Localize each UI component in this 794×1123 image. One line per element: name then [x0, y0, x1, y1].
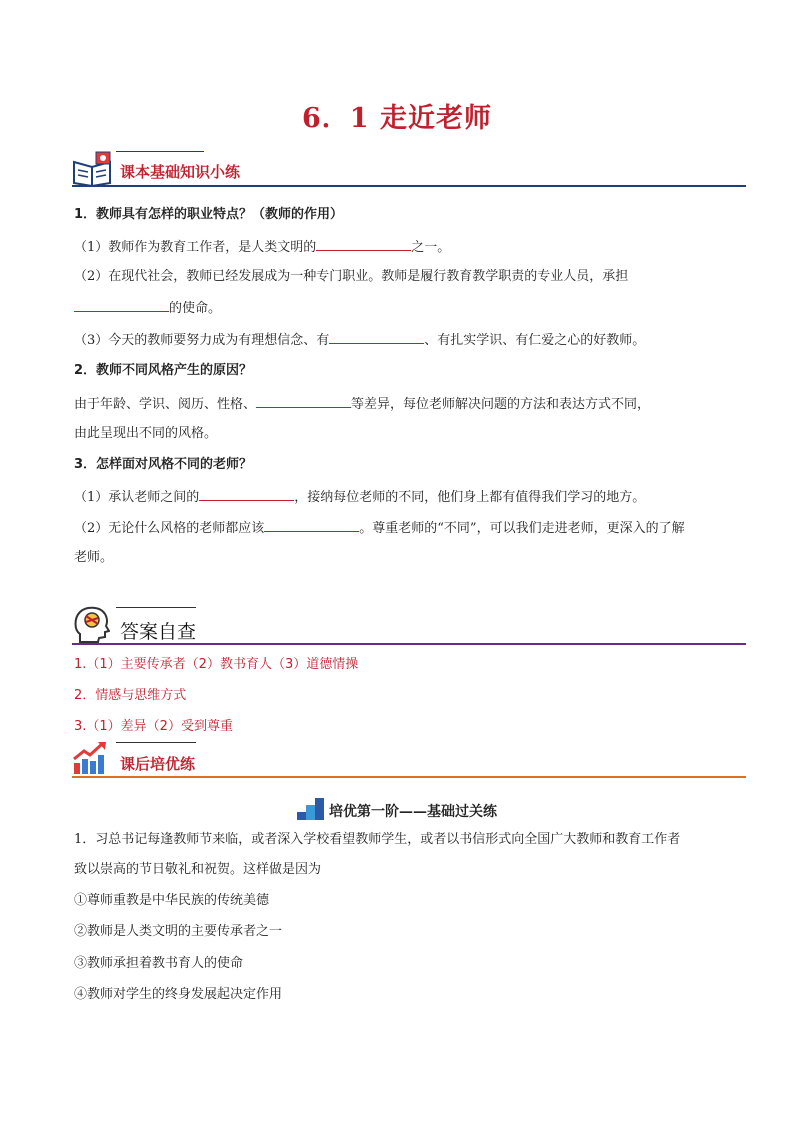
answer-1: 1.（1）主要传承者（2）教书育人（3）道德情操 — [74, 657, 359, 672]
practice-q1-line-1: 1．习总书记每逢教师节来临，或者深入学校看望教师学生，或者以书信形式向全国广大教师和教育工作者 — [74, 832, 681, 847]
option-4: ④教师对学生的终身发展起决定作用 — [74, 987, 283, 1002]
fill-blank[interactable] — [264, 517, 359, 532]
q1-line-1 — [74, 236, 746, 258]
section-header-practice — [72, 741, 746, 779]
section-label: 答案自查 — [120, 621, 197, 643]
q1-line-4 — [74, 329, 746, 351]
answer-3: 3.（1）差异（2）受到尊重 — [74, 719, 233, 734]
fill-blank[interactable] — [256, 393, 351, 408]
header-accent-line — [116, 151, 204, 152]
q3-line-2 — [74, 517, 746, 539]
question-1-heading: 1．教师具有怎样的职业特点？（教师的作用） — [74, 207, 344, 222]
q3-line-1-text-a: （1）承认老师之间的 — [74, 490, 200, 505]
q1-line-4-text-a: （3）今天的教师要努力成为有理想信念、有 — [74, 333, 330, 348]
header-accent-line — [116, 607, 196, 608]
q2-line-1-text-b: 等差异，每位老师解决问题的方法和表达方式不同， — [351, 397, 651, 412]
q1-line-3 — [74, 297, 746, 319]
q1-line-1-text-a: （1）教师作为教育工作者，是人类文明的 — [74, 240, 317, 255]
q1-line-2: （2）在现代社会，教师已经发展成为一种专门职业。教师是履行教育教学职责的专业人员，承担 — [74, 269, 629, 284]
section-label: 课后培优练 — [120, 755, 196, 773]
section-header-basics — [72, 150, 746, 188]
q2-line-1 — [74, 393, 746, 415]
q2-line-2: 由此呈现出不同的风格。 — [74, 426, 218, 441]
q3-line-3: 老师。 — [74, 550, 114, 565]
section-header-answers — [72, 604, 746, 646]
practice-subheading-text: 培优第一阶——基础过关练 — [329, 804, 497, 820]
fill-blank[interactable] — [74, 297, 169, 312]
q2-line-1-text-a: 由于年龄、学识、阅历、性格、 — [74, 397, 257, 412]
header-underline — [72, 185, 746, 187]
answer-2: 2．情感与思维方式 — [74, 688, 187, 703]
option-1: ①尊师重教是中华民族的传统美德 — [74, 893, 270, 908]
question-3-heading: 3．怎样面对风格不同的老师？ — [74, 457, 253, 472]
header-underline — [72, 776, 746, 778]
header-underline — [72, 643, 746, 645]
section-label: 课本基础知识小练 — [120, 163, 241, 181]
fill-blank[interactable] — [199, 486, 294, 501]
fill-blank[interactable] — [329, 329, 424, 344]
q3-line-2-text-a: （2）无论什么风格的老师都应该 — [74, 521, 265, 536]
q3-line-1 — [74, 486, 746, 508]
question-2-heading: 2．教师不同风格产生的原因？ — [74, 363, 253, 378]
fill-blank[interactable] — [316, 236, 411, 251]
practice-subheading — [0, 798, 794, 824]
q1-line-4-text-b: 、有扎实学识、有仁爱之心的好教师。 — [424, 333, 646, 348]
practice-q1-line-2: 致以崇高的节日敬礼和祝贺。这样做是因为 — [74, 862, 322, 877]
header-accent-line — [116, 742, 196, 743]
open-book-icon — [72, 150, 112, 186]
stairs-icon — [297, 798, 325, 824]
page-title: 6．1 走近老师 — [302, 103, 492, 134]
q1-line-3-text: 的使命。 — [169, 301, 222, 316]
q1-line-1-text-b: 之一。 — [411, 240, 451, 255]
head-thinking-icon — [72, 604, 110, 644]
q3-line-1-text-b: ，接纳每位老师的不同，他们身上都有值得我们学习的地方。 — [294, 490, 646, 505]
q3-line-2-text-b: 。尊重老师的“不同”，可以我们走进老师，更深入的了解 — [359, 521, 685, 536]
option-3: ③教师承担着教书育人的使命 — [74, 956, 244, 971]
option-2: ②教师是人类文明的主要传承者之一 — [74, 924, 283, 939]
growth-chart-icon — [72, 741, 108, 775]
